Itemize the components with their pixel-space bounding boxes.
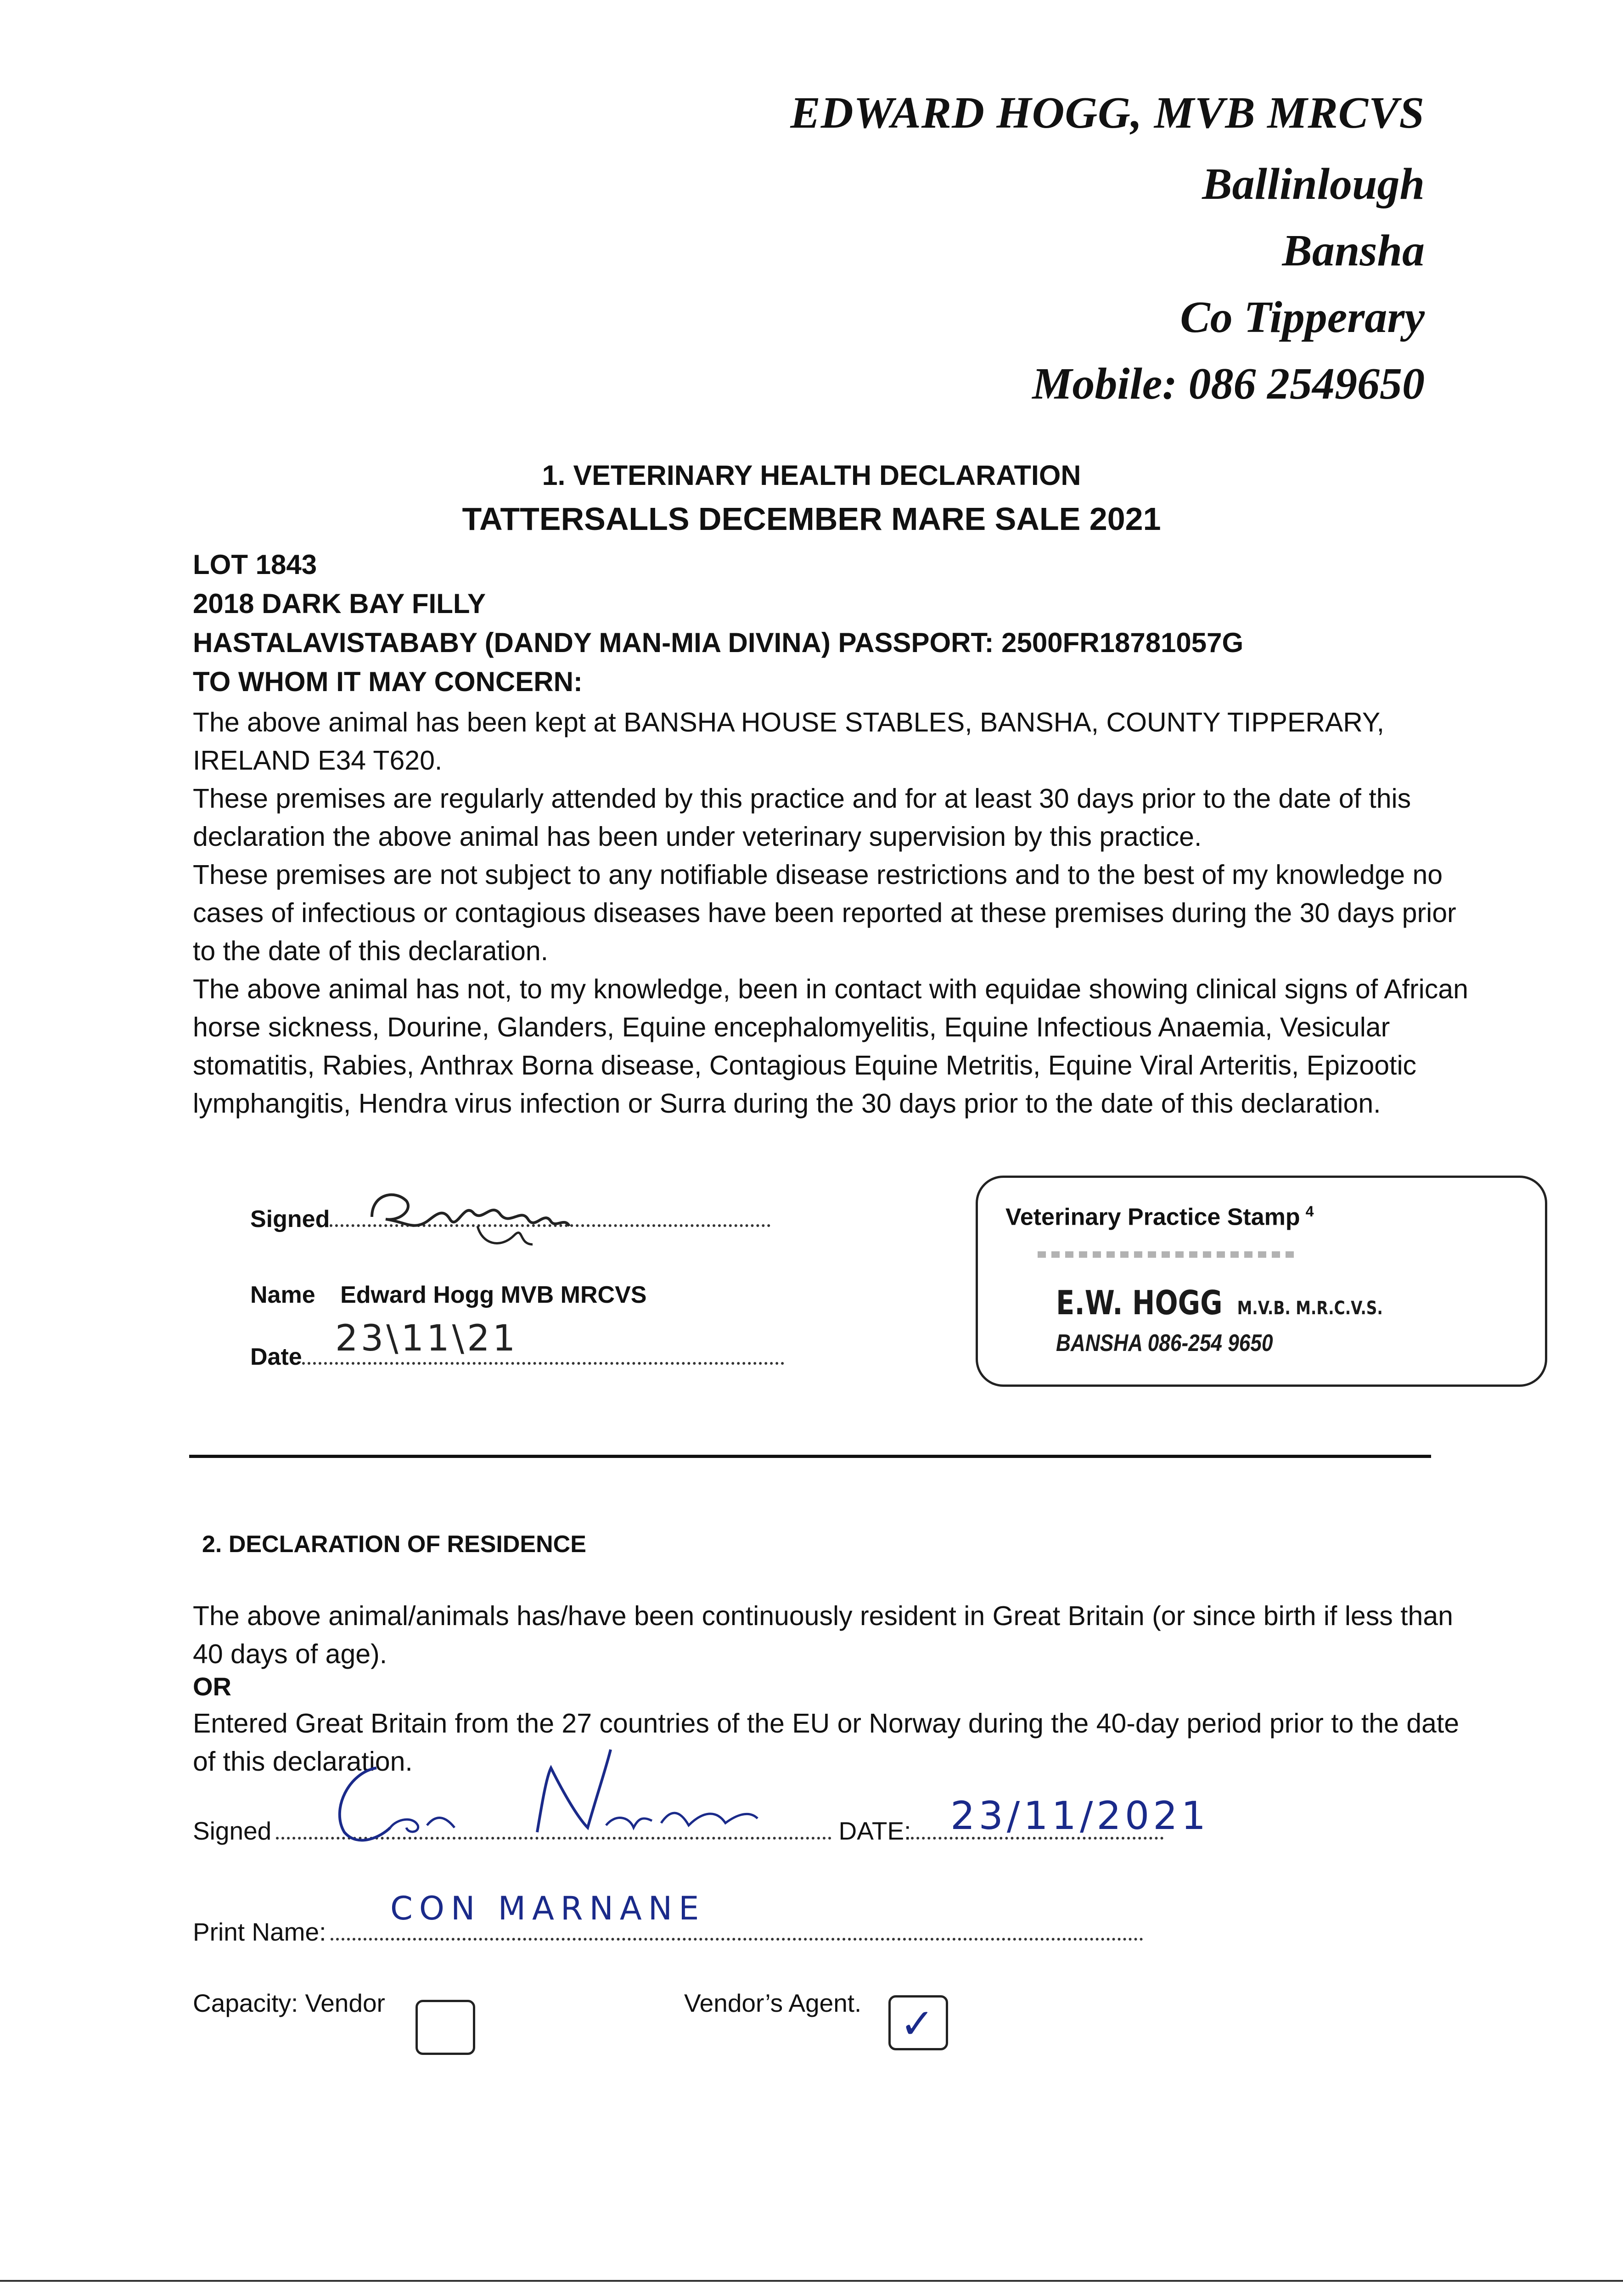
declaration-body [193, 703, 1469, 1123]
vet-date-label: Date [250, 1344, 302, 1370]
capacity-vendor-label: Capacity: Vendor [193, 1989, 385, 2017]
stamp-line2: BANSHA 086-254 9650 [1056, 1330, 1273, 1356]
veterinary-practice-stamp-box [976, 1176, 1547, 1387]
section2-heading: 2. DECLARATION OF RESIDENCE [202, 1531, 586, 1558]
stamp-title [1005, 1203, 1314, 1231]
horse-description: 2018 DARK BAY FILLY [193, 588, 486, 619]
declaration-paragraph: These premises are regularly attended by this practice and for at least 30 days prior to the date of this declaration the above animal has been under veterinary supervision by this practice. [193, 783, 1411, 852]
vendor-checkbox[interactable] [416, 2000, 475, 2055]
declaration-paragraph: The above animal has been kept at BANSHA HOUSE STABLES, BANSHA, COUNTY TIPPERARY, IRELAND E34 T620. [193, 707, 1384, 776]
residence-statement-2: Entered Great Britain from the 27 countries of the EU or Norway during the 40-day period prior to the date of this declaration. [193, 1708, 1460, 1777]
print-name-label: Print Name: [193, 1918, 326, 1946]
section-divider [189, 1455, 1431, 1458]
vet-name-label: Name [250, 1282, 315, 1308]
bottom-border [0, 2280, 1623, 2282]
stamp-practice-name: E.W. HOGG [1056, 1283, 1223, 1322]
owner-signature [321, 1740, 849, 1851]
declaration-paragraph: The above animal has not, to my knowledge, been in contact with equidae showing clinical signs of African horse sickness, Dourine, Glanders, Equine encephalomyelitis, Equine Infectious Anaemia, Vesicular stomatitis, Rabies, Anthrax Borna disease, Contagious Equine Metritis, Equine Viral Arteritis, Epizootic lymphangitis, Hendra virus infection or Surra during the 30 days prior to the date of this declaration. [193, 974, 1468, 1119]
horse-pedigree: HASTALAVISTABABY (DANDY MAN-MIA DIVINA) PASSPORT: 2500FR18781057G [193, 627, 1244, 658]
vet-name-value: Edward Hogg MVB MRCVS [340, 1282, 647, 1308]
owner-date-label: DATE: [838, 1817, 911, 1845]
stamp-qualifications: M.V.B. M.R.C.V.S. [1237, 1298, 1383, 1319]
declaration-paragraph: These premises are not subject to any notifiable disease restrictions and to the best of my knowledge no cases of infectious or contagious diseases have been reported at these premises during the 30 days prior to the date of this declaration. [193, 860, 1456, 966]
sale-title: TATTERSALLS DECEMBER MARE SALE 2021 [462, 501, 1161, 537]
vendors-agent-label: Vendor’s Agent. [684, 1989, 862, 2017]
print-name-line [331, 1933, 1143, 1941]
vendors-agent-checkbox[interactable] [888, 1995, 948, 2050]
stamp-line1 [1056, 1283, 1383, 1322]
stamp-footnote: 4 [1305, 1203, 1314, 1220]
owner-signed-label: Signed [193, 1817, 272, 1845]
letterhead-mobile: Mobile: 086 2549650 [1032, 359, 1425, 409]
print-name-value: CON MARNANE [390, 1890, 706, 1927]
letterhead-name: EDWARD HOGG, MVB MRCVS [790, 88, 1425, 138]
letterhead-address-line2: Bansha [1282, 226, 1425, 276]
vet-name-row [250, 1281, 646, 1309]
salutation: TO WHOM IT MAY CONCERN: [193, 666, 583, 697]
section1-heading: 1. VETERINARY HEALTH DECLARATION [542, 460, 1081, 491]
letterhead-address-line3: Co Tipperary [1180, 293, 1425, 342]
letterhead-address-line1: Ballinlough [1202, 159, 1425, 209]
stamp-title-text: Veterinary Practice Stamp [1005, 1204, 1300, 1231]
owner-date-value: 23/11/2021 [950, 1793, 1210, 1838]
stamp-smudge [1038, 1251, 1295, 1258]
vet-date-value: 23\11\21 [335, 1318, 518, 1359]
lot-number: LOT 1843 [193, 549, 317, 580]
vet-signed-label: Signed [250, 1206, 330, 1232]
or-label: OR [193, 1672, 231, 1701]
residence-statement-1: The above animal/animals has/have been continuously resident in Great Britain (or since birth if less than 40 days of age). [193, 1601, 1453, 1669]
agent-check-mark: ✓ [900, 2000, 935, 2048]
vet-signature [363, 1176, 601, 1254]
